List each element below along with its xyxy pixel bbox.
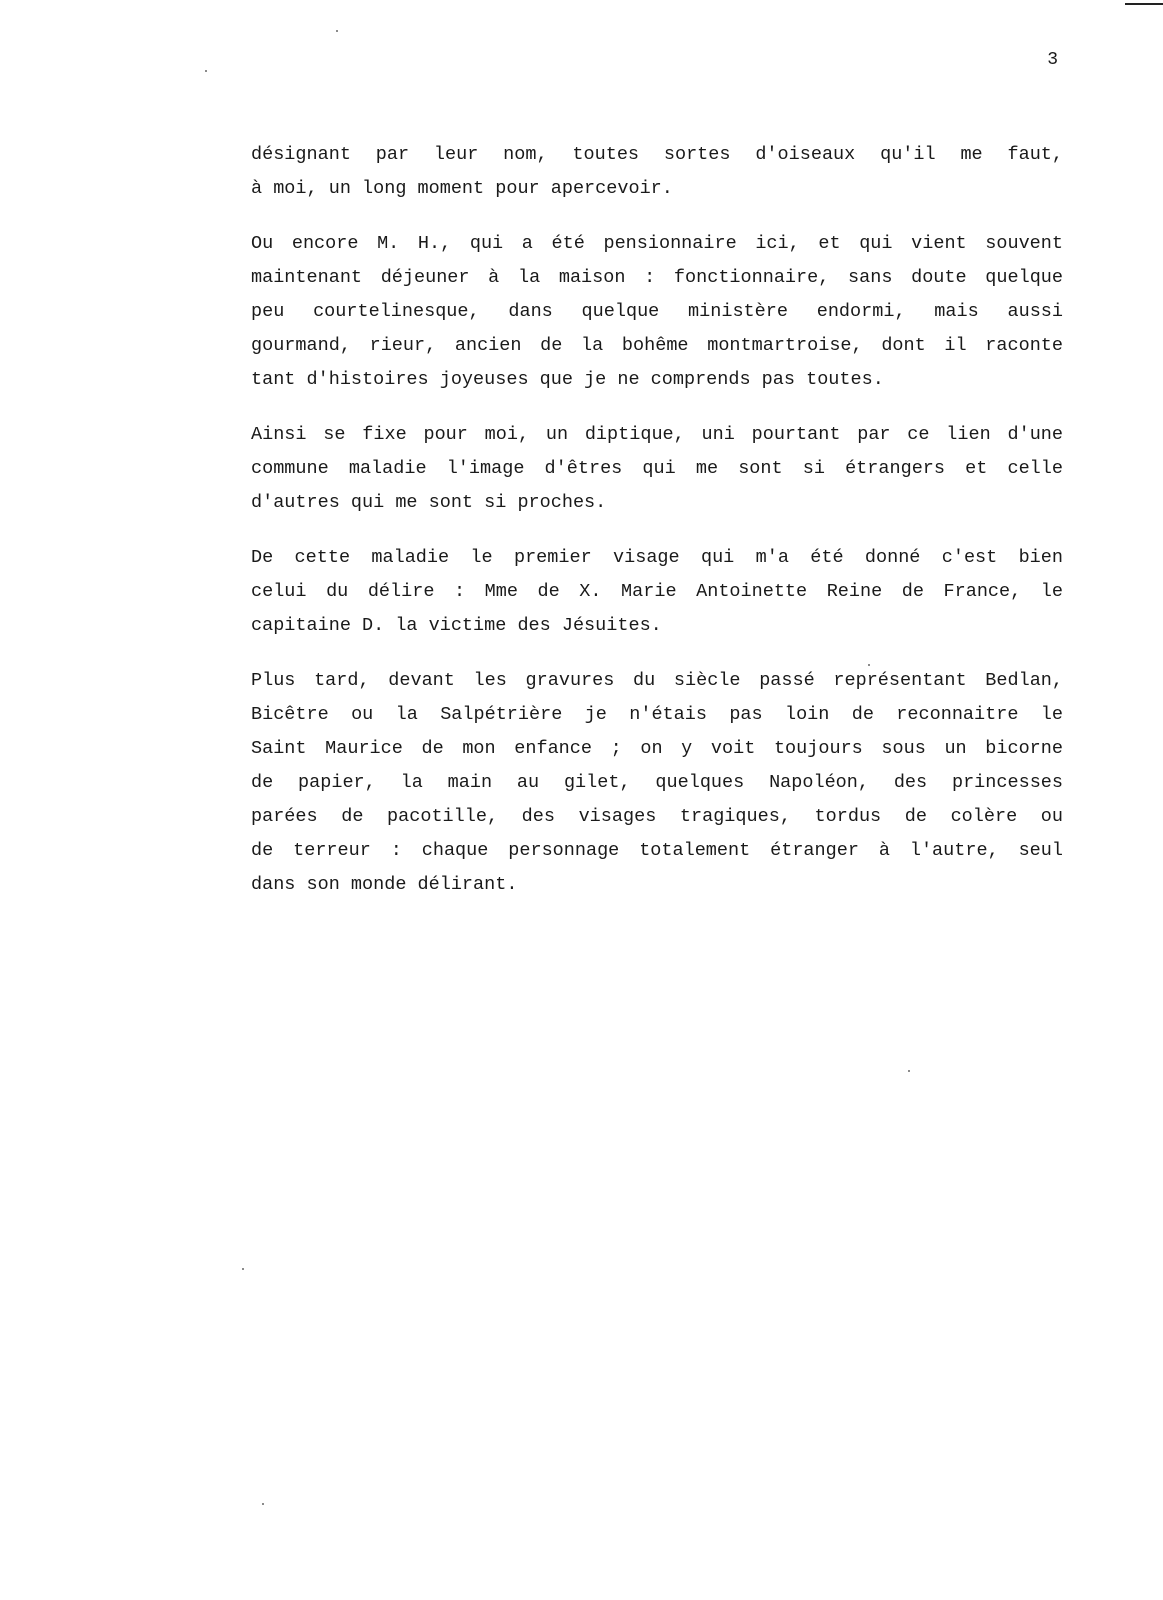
text-line: tant d'histoires joyeuses que je ne comprends pas toutes. — [251, 369, 884, 390]
body-text — [251, 138, 1063, 923]
paragraph-mh — [251, 227, 1063, 397]
text-line: commune maladie l'image d'êtres qui me sont si étrangers et celle — [251, 458, 1063, 479]
text-line: peu courtelinesque, dans quelque ministère endormi, mais aussi — [251, 301, 1063, 322]
text-line: celui du délire : Mme de X. Marie Antoinette Reine de France, le — [251, 581, 1063, 602]
paragraph-birds — [251, 138, 1063, 206]
text-line: Ou encore M. H., qui a été pensionnaire ici, et qui vient souvent — [251, 233, 1063, 254]
scan-speck — [242, 1268, 244, 1270]
text-line: gourmand, rieur, ancien de la bohême montmartroise, dont il raconte — [251, 335, 1063, 356]
paragraph-gravures — [251, 664, 1063, 902]
text-line: de terreur : chaque personnage totalement étranger à l'autre, seul — [251, 840, 1063, 861]
text-line: parées de pacotille, des visages tragiques, tordus de colère ou — [251, 806, 1063, 827]
scan-speck — [908, 1070, 910, 1072]
text-line: à moi, un long moment pour apercevoir. — [251, 178, 673, 199]
scan-speck — [868, 664, 870, 666]
text-line: Bicêtre ou la Salpétrière je n'étais pas loin de reconnaitre le — [251, 704, 1063, 725]
page-number: 3 — [1047, 50, 1058, 70]
scan-speck — [205, 70, 207, 72]
text-line: Saint Maurice de mon enfance ; on y voit toujours sous un bicorne — [251, 738, 1063, 759]
scan-speck — [262, 1503, 264, 1505]
scan-edge-mark — [1125, 3, 1163, 5]
text-line: maintenant déjeuner à la maison : fonctionnaire, sans doute quelque — [251, 267, 1063, 288]
text-line: de papier, la main au gilet, quelques Napoléon, des princesses — [251, 772, 1063, 793]
paragraph-diptique — [251, 418, 1063, 520]
text-line: Plus tard, devant les gravures du siècle passé représentant Bedlan, — [251, 670, 1063, 691]
text-line: capitaine D. la victime des Jésuites. — [251, 615, 662, 636]
text-line: De cette maladie le premier visage qui m'a été donné c'est bien — [251, 547, 1063, 568]
paragraph-delire — [251, 541, 1063, 643]
text-line: désignant par leur nom, toutes sortes d'oiseaux qu'il me faut, — [251, 144, 1063, 165]
scan-speck — [336, 30, 338, 32]
text-line: dans son monde délirant. — [251, 874, 518, 895]
text-line: Ainsi se fixe pour moi, un diptique, uni pourtant par ce lien d'une — [251, 424, 1063, 445]
text-line: d'autres qui me sont si proches. — [251, 492, 607, 513]
